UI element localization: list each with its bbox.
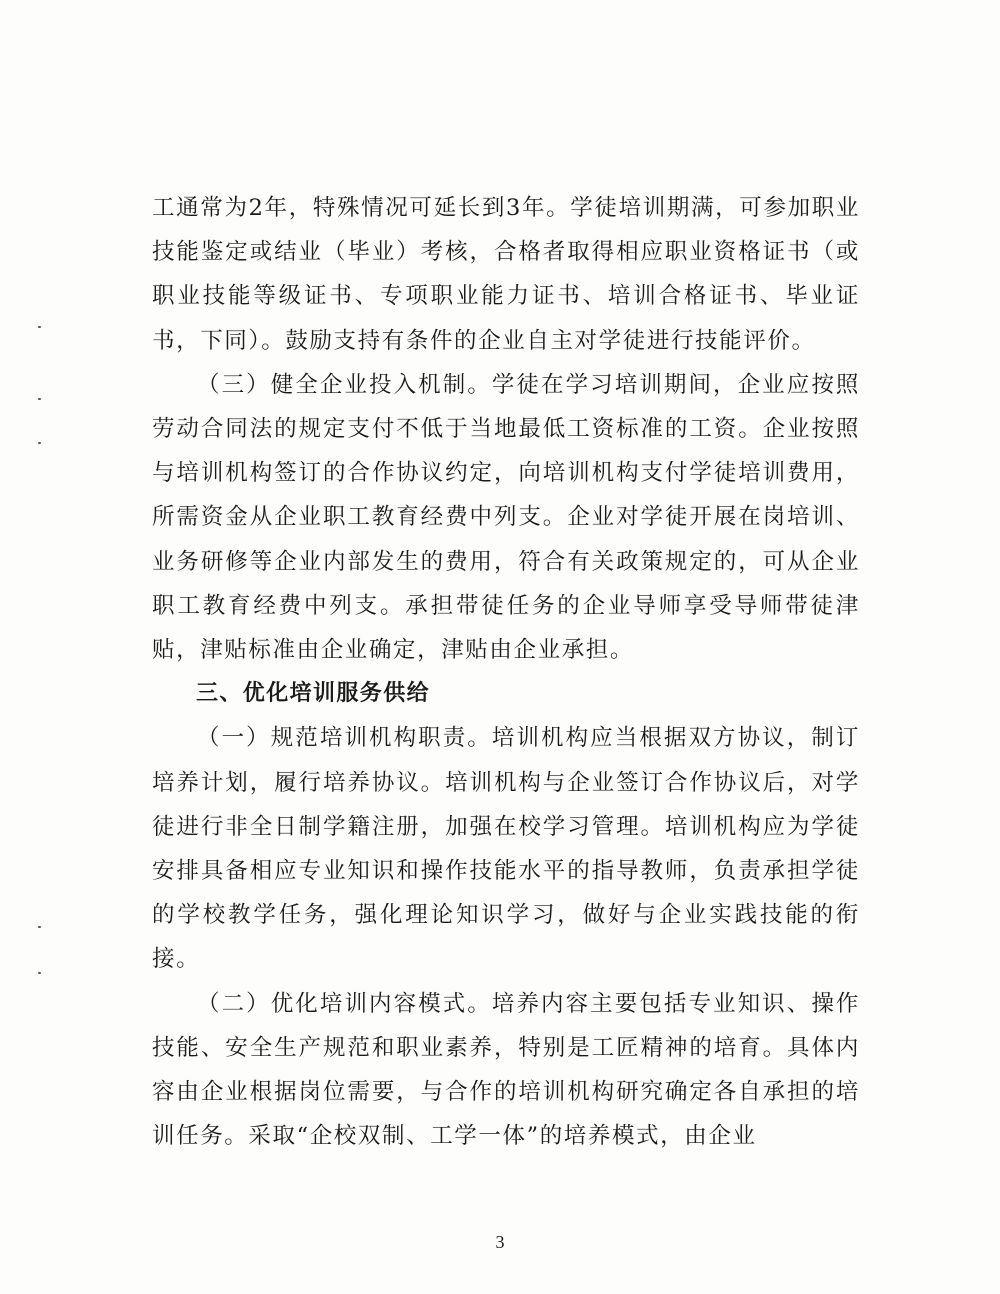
- section-heading: 三、优化培训服务供给: [196, 681, 431, 707]
- scan-speck: [38, 926, 41, 928]
- paragraph-continuation: 工通常为2年，特殊情况可延长到3年。学徒培训期满，可参加职业技能鉴定或结业（毕业）考核，合格者取得相应职业资格证书（或职业技能等级证书、专项职业能力证书、培训合格证书、毕业证书，下同）。鼓励支持有条件的企业自主对学徒进行技能评价。: [152, 195, 860, 354]
- scan-speck: [38, 398, 41, 400]
- scan-speck: [38, 972, 41, 974]
- paragraph-training-institution-duties: （一）规范培训机构职责。培训机构应当根据双方协议，制订培养计划，履行培养协议。培训机构与企业签订合作协议后，对学徒进行非全日制学籍注册，加强在校学习管理。培训机构应为学徒安排具备相应专业知识和操作技能水平的指导教师，负责承担学徒的学校教学任务，强化理论知识学习，做好与企业实践技能的衔接。: [152, 725, 860, 973]
- scan-speck: [38, 326, 41, 328]
- document-body: [152, 186, 860, 1158]
- paragraph-enterprise-investment: （三）健全企业投入机制。学徒在学习培训期间，企业应按照劳动合同法的规定支付不低于当地最低工资标准的工资。企业按照与培训机构签订的合作协议约定，向培训机构支付学徒培训费用，所需资金从企业职工教育经费中列支。企业对学徒开展在岗培训、业务研修等企业内部发生的费用，符合有关政策规定的，可从企业职工教育经费中列支。承担带徒任务的企业导师享受导师带徒津贴，津贴标准由企业确定，津贴由企业承担。: [152, 371, 860, 664]
- scan-speck: [38, 442, 41, 444]
- paragraph-training-content-mode: （二）优化培训内容模式。培养内容主要包括专业知识、操作技能、安全生产规范和职业素养，特别是工匠精神的培育。具体内容由企业根据岗位需要，与合作的培训机构研究确定各自承担的培训任务。采取“企校双制、工学一体”的培养模式，由企业: [152, 990, 860, 1150]
- page-number: 3: [495, 1232, 505, 1252]
